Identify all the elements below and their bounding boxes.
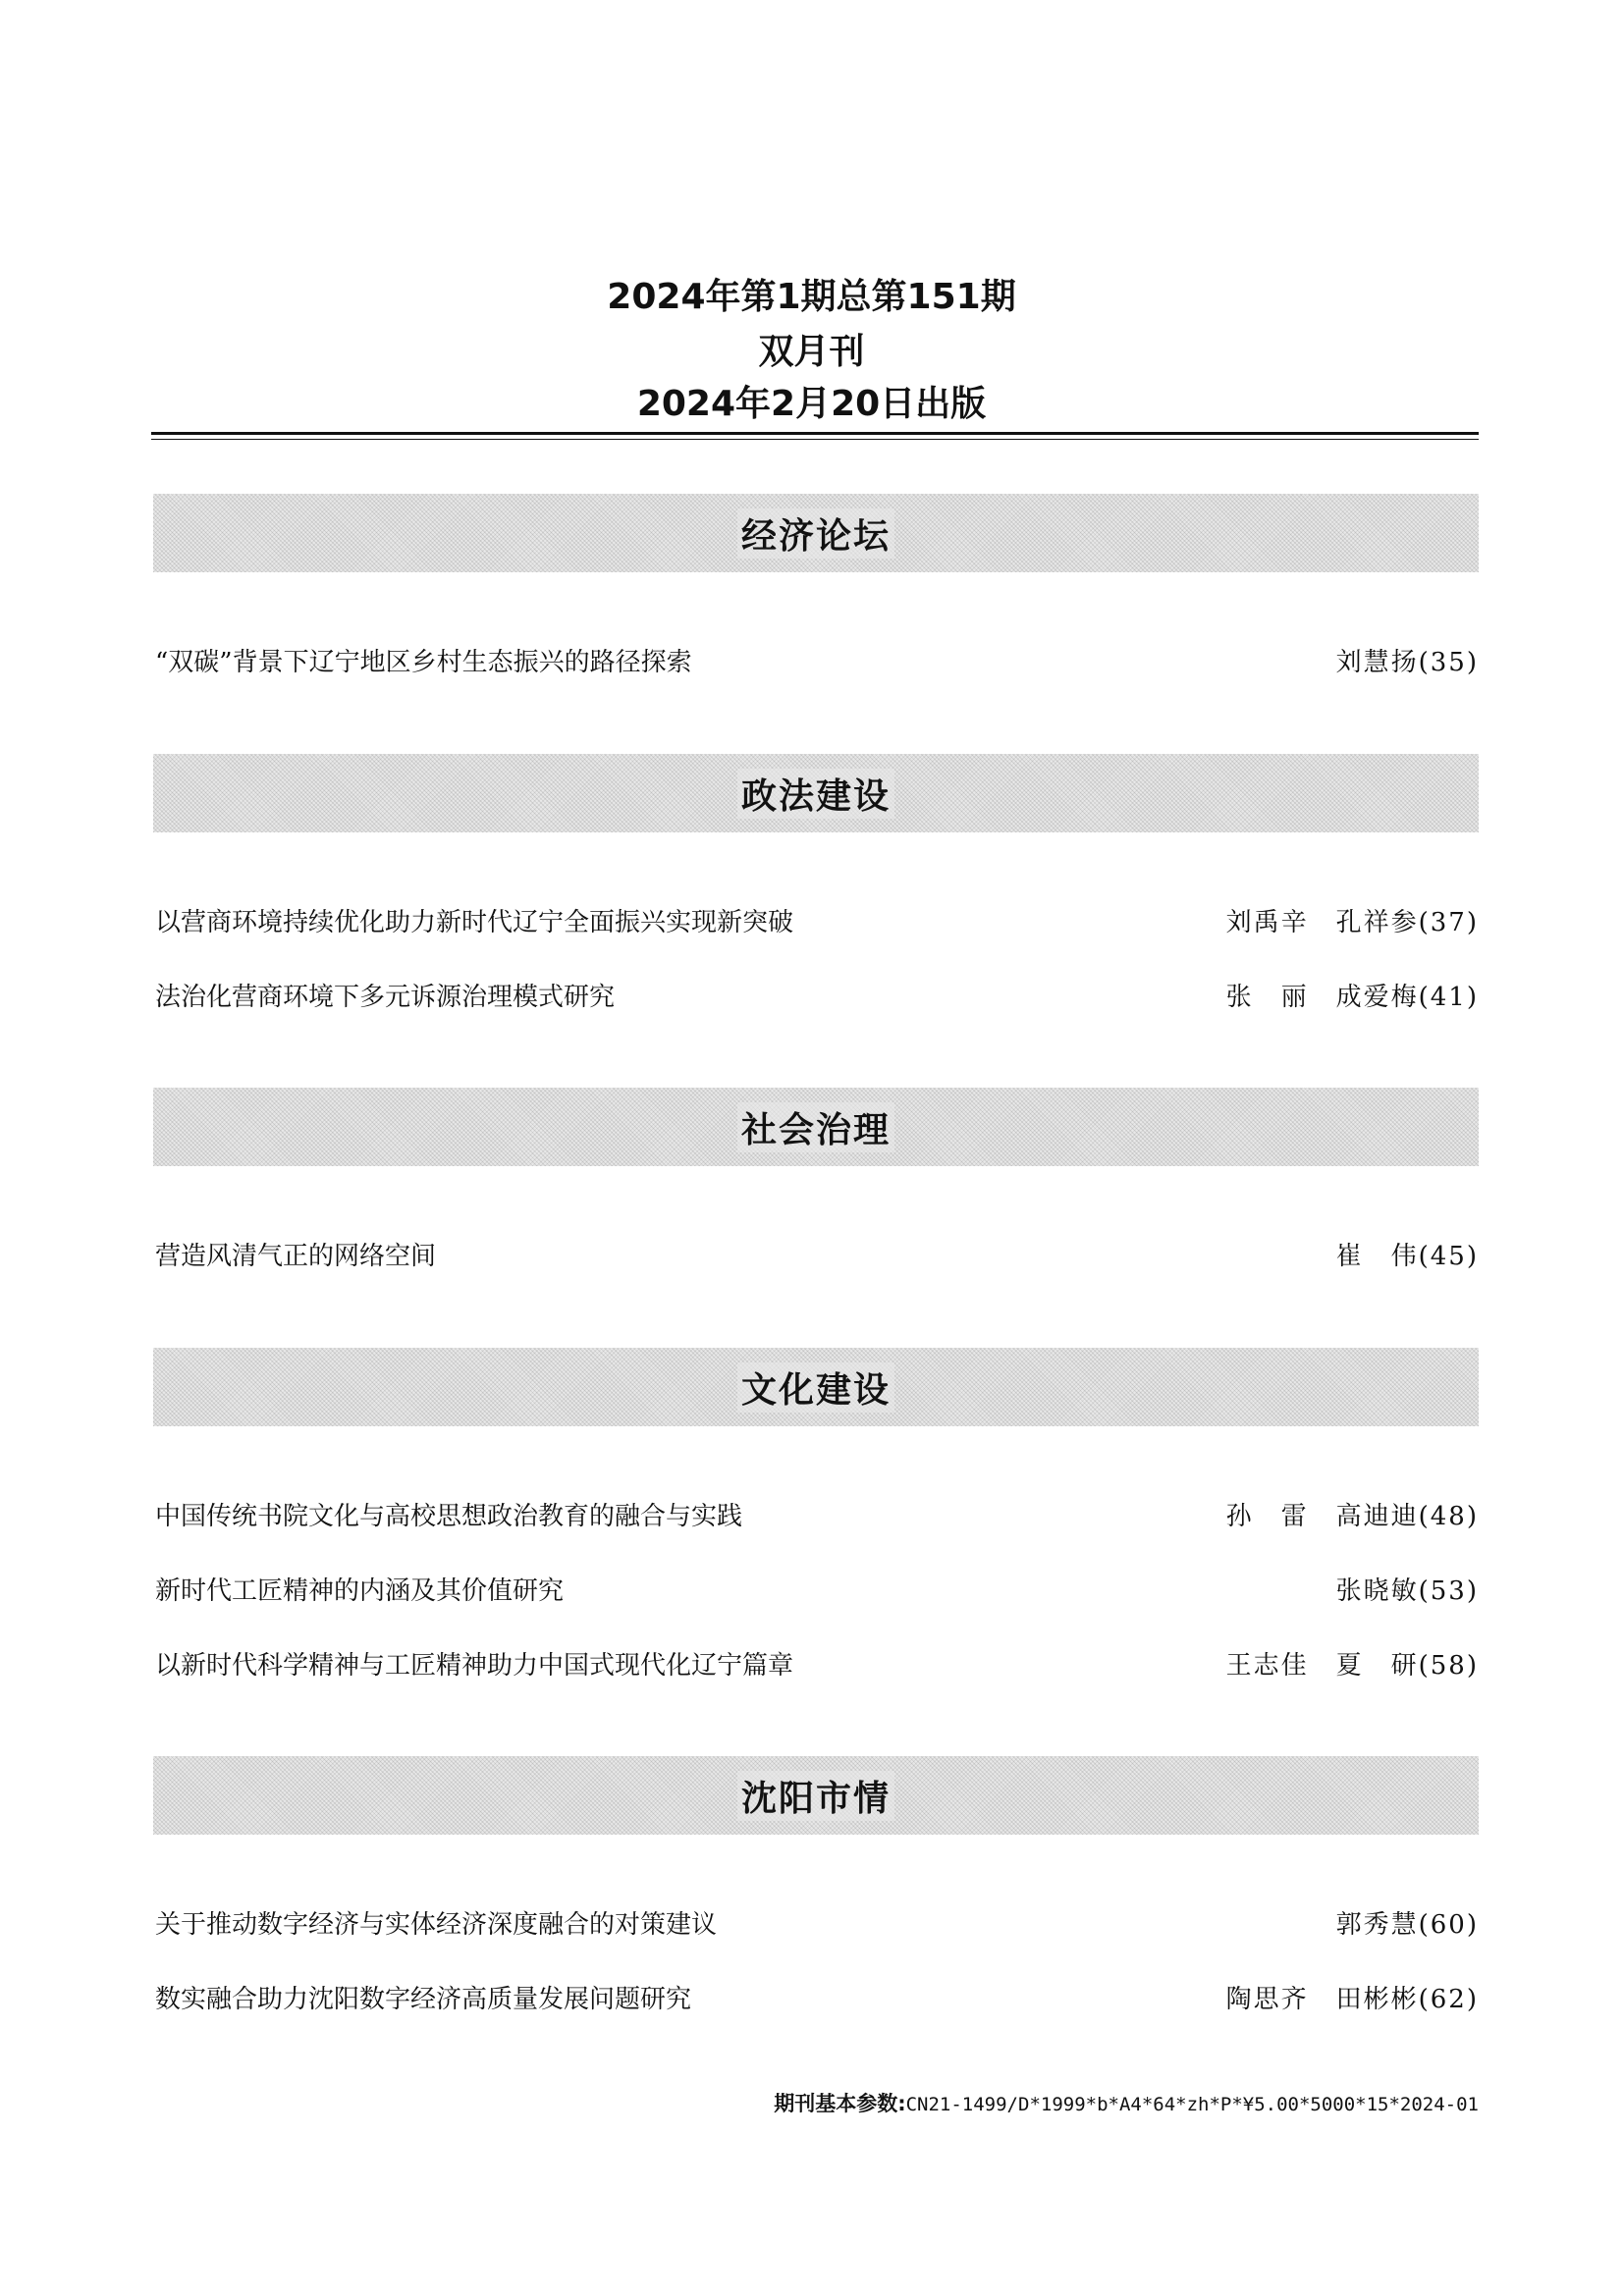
- article-authors: 张 丽 成爱梅(41): [1225, 983, 1479, 1012]
- article-title: 营造风清气正的网络空间: [155, 1242, 437, 1271]
- article-title: 新时代工匠精神的内涵及其价值研究: [155, 1576, 565, 1606]
- article-title: “双碳”背景下辽宁地区乡村生态振兴的路径探索: [155, 648, 692, 677]
- toc-entry[interactable]: [155, 1979, 1479, 2018]
- header-rule-thin: [151, 439, 1479, 440]
- toc-entry[interactable]: [155, 642, 1479, 681]
- article-authors: 张晓敏(53): [1335, 1576, 1479, 1606]
- section-header: [153, 754, 1479, 832]
- article-title: 关于推动数字经济与实体经济深度融合的对策建议: [155, 1910, 718, 1940]
- publish-date: 2024年2月20日出版: [636, 384, 987, 424]
- section-header: [153, 1348, 1479, 1426]
- article-title: 法治化营商环境下多元诉源治理模式研究: [155, 983, 616, 1012]
- article-authors: 王志佳 夏 研(58): [1225, 1651, 1479, 1681]
- article-authors: 刘禹辛 孔祥参(37): [1225, 908, 1479, 937]
- article-authors: 孙 雷 高迪迪(48): [1225, 1502, 1479, 1531]
- article-title: 中国传统书院文化与高校思想政治教育的融合与实践: [155, 1502, 743, 1531]
- section-title: 经济论坛: [737, 508, 894, 559]
- article-authors: 陶思齐 田彬彬(62): [1225, 1985, 1479, 2014]
- toc-entry[interactable]: [155, 1904, 1479, 1944]
- header-rule-thick: [151, 432, 1479, 435]
- section-header: [153, 494, 1479, 572]
- toc-entry[interactable]: [155, 1645, 1479, 1684]
- article-title: 以营商环境持续优化助力新时代辽宁全面振兴实现新突破: [155, 908, 794, 937]
- section-header: [153, 1756, 1479, 1835]
- toc-entry[interactable]: [155, 977, 1479, 1016]
- section-title: 文化建设: [737, 1362, 894, 1413]
- toc-entry[interactable]: [155, 1571, 1479, 1610]
- article-title: 数实融合助力沈阳数字经济高质量发展问题研究: [155, 1985, 692, 2014]
- section-title: 政法建设: [737, 769, 894, 819]
- article-authors: 崔 伟(45): [1335, 1242, 1479, 1271]
- article-authors: 刘慧扬(35): [1335, 648, 1479, 677]
- publication-frequency: 双月刊: [758, 332, 865, 372]
- section-title: 社会治理: [737, 1102, 894, 1152]
- article-title: 以新时代科学精神与工匠精神助力中国式现代化辽宁篇章: [155, 1651, 794, 1681]
- journal-parameters: [774, 2088, 1479, 2117]
- journal-parameters-value: CN21-1499/D*1999*b*A4*64*zh*P*¥5.00*5000*15*2024-01: [905, 2094, 1479, 2115]
- toc-entry[interactable]: [155, 1236, 1479, 1275]
- section-header: [153, 1088, 1479, 1166]
- section-title: 沈阳市情: [737, 1771, 894, 1821]
- issue-number: 2024年第1期总第151期: [607, 277, 1016, 317]
- journal-parameters-label: 期刊基本参数:: [774, 2092, 906, 2115]
- article-authors: 郭秀慧(60): [1335, 1910, 1479, 1940]
- toc-entry[interactable]: [155, 1496, 1479, 1535]
- toc-entry[interactable]: [155, 902, 1479, 941]
